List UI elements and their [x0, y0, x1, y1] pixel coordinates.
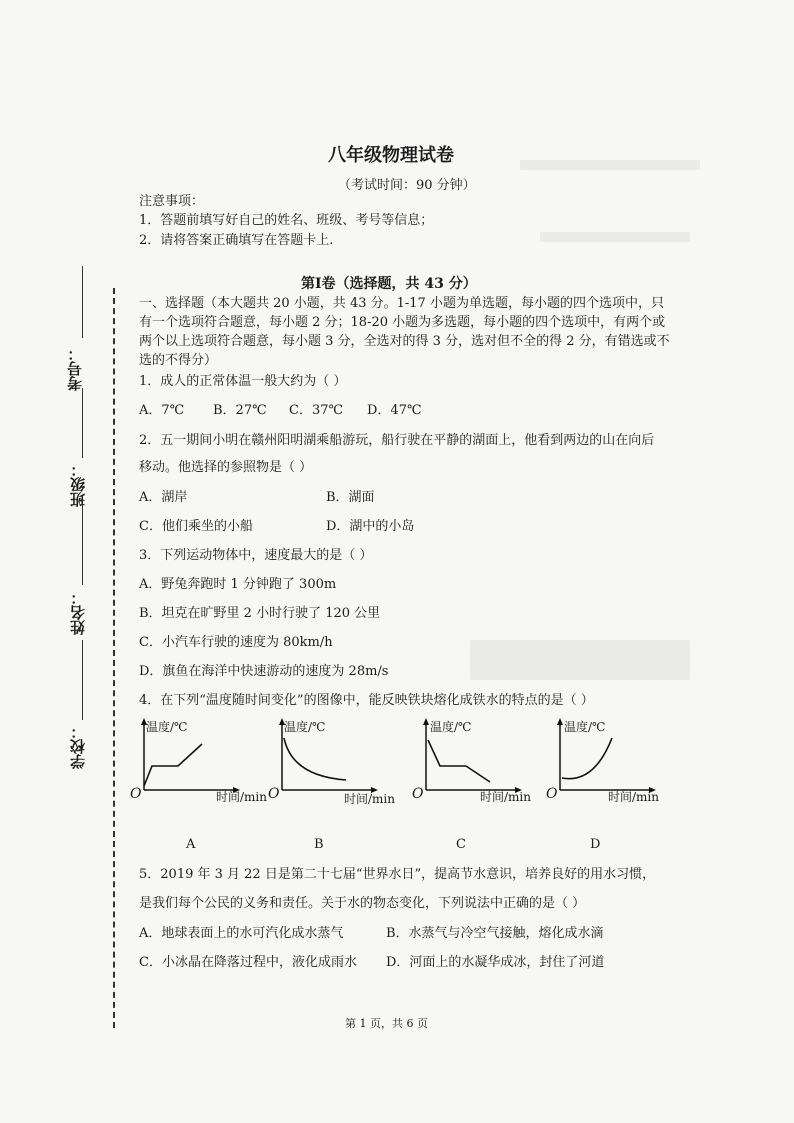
section-title: 第Ⅰ卷（选择题，共 43 分）	[301, 276, 477, 292]
question-5-stem-cont: 是我们每个公民的义务和责任。关于水的物态变化，下列说法中正确的是（ ）	[139, 896, 586, 911]
graph-d	[544, 716, 684, 802]
banji-text: 班级：	[69, 462, 87, 507]
page-number: 第 1 页，共 6 页	[345, 1017, 428, 1030]
graph-d-origin: O	[546, 786, 558, 802]
question-1-option-a: A．7℃	[139, 403, 185, 418]
question-2-option-b: B．湖面	[326, 490, 375, 505]
kaohao-blank-line	[82, 266, 83, 338]
bleed-through-mark	[520, 160, 700, 170]
graph-c-option: C	[456, 837, 466, 852]
banji-label	[67, 462, 85, 507]
question-2-option-d: D．湖中的小岛	[326, 519, 415, 534]
xuexiao-label	[67, 724, 85, 769]
question-2-option-a: A．湖岸	[139, 490, 188, 505]
question-3-option-b: B．坦克在旷野里 2 小时行驶了 120 公里	[139, 606, 381, 621]
question-1-stem: 1．成人的正常体温一般大约为（ ）	[139, 374, 347, 389]
graph-c-x-label: 时间/min	[480, 790, 531, 804]
xingming-label	[67, 590, 85, 635]
graph-a-option: A	[186, 837, 196, 852]
kaohao-label	[67, 346, 85, 391]
graph-b-option: B	[314, 837, 324, 852]
xuexiao-text: 学校：	[69, 724, 87, 769]
graph-c	[410, 716, 550, 802]
instructions-line: 有一个选项符合题意，每小题 2 分；18-20 小题为多选题，每小题的四个选项中，有两个或	[139, 315, 666, 330]
question-5-stem: 5．2019 年 3 月 22 日是第二十七届“世界水日”，提高节水意识，培养良好的用水习惯，	[139, 867, 656, 882]
bleed-through-mark	[540, 232, 690, 242]
notice-heading: 注意事项：	[139, 194, 205, 209]
graph-a-y-label: 温度/℃	[146, 720, 188, 734]
instructions-line: 两个以上选项符合题意，每小题 3 分，全选对的得 3 分，选对但不全的得 2 分，有错选或不	[139, 334, 670, 349]
question-2-stem-cont: 移动。他选择的参照物是（ ）	[139, 460, 313, 475]
graph-b	[266, 716, 406, 806]
notice-item: 2．请将答案正确填写在答题卡上.	[139, 233, 334, 248]
graph-a-x-label: 时间/min	[216, 790, 267, 804]
binding-dashed-line	[113, 288, 115, 1028]
banji-blank-line	[82, 388, 83, 458]
exam-duration: （考试时间：90 分钟）	[338, 178, 476, 193]
question-3-stem: 3．下列运动物体中，速度最大的是（ ）	[139, 548, 373, 563]
bleed-through-mark	[470, 640, 690, 680]
kaohao-text: 考号：	[66, 346, 84, 391]
instructions-line: 选的不得分）	[139, 353, 218, 368]
xingming-blank-line	[82, 505, 83, 585]
question-3-option-d: D．旗鱼在海洋中快速游动的速度为 28m/s	[139, 664, 389, 679]
notice-item: 1．答题前填写好自己的姓名、班级、考号等信息；	[139, 213, 434, 228]
instructions-line: 一、选择题（本大题共 20 小题，共 43 分。1-17 小题为单选题，每小题的四个选项中，只	[139, 296, 664, 311]
graph-c-y-label: 温度/℃	[430, 720, 472, 734]
question-5-option-b: B．水蒸气与冷空气接触，熔化成水滴	[386, 926, 604, 941]
graph-d-x-label: 时间/min	[608, 790, 659, 804]
graph-a-origin: O	[130, 786, 142, 802]
question-4-stem: 4．在下列“温度随时间变化”的图像中，能反映铁块熔化成铁水的特点的是（ ）	[139, 693, 594, 708]
xingming-text: 姓名：	[69, 590, 87, 635]
graph-a	[128, 716, 268, 802]
graph-b-origin: O	[268, 786, 280, 802]
page-title: 八年级物理试卷	[328, 145, 454, 166]
question-1-option-c: C．37℃	[289, 403, 344, 418]
graph-b-y-label: 温度/℃	[284, 720, 326, 734]
graph-b-x-label: 时间/min	[344, 792, 395, 806]
question-5-option-c: C．小冰晶在降落过程中，液化成雨水	[139, 955, 357, 970]
question-5-option-a: A．地球表面上的水可汽化成水蒸气	[139, 926, 344, 941]
graph-d-option: D	[590, 837, 601, 852]
graph-d-y-label: 温度/℃	[564, 720, 606, 734]
graph-c-origin: O	[412, 786, 424, 802]
question-1-option-b: B．27℃	[213, 403, 267, 418]
question-1-option-d: D．47℃	[367, 403, 422, 418]
question-2-stem: 2．五一期间小明在赣州阳明湖乘船游玩，船行驶在平静的湖面上，他看到两边的山在向后	[139, 433, 655, 448]
question-3-option-c: C．小汽车行驶的速度为 80km/h	[139, 635, 333, 650]
question-3-option-a: A．野兔奔跑时 1 分钟跑了 300m	[139, 577, 337, 592]
question-2-option-c: C．他们乘坐的小船	[139, 519, 253, 534]
xuexiao-blank-line	[82, 640, 83, 720]
question-5-option-d: D．河面上的水凝华成冰，封住了河道	[386, 955, 605, 970]
